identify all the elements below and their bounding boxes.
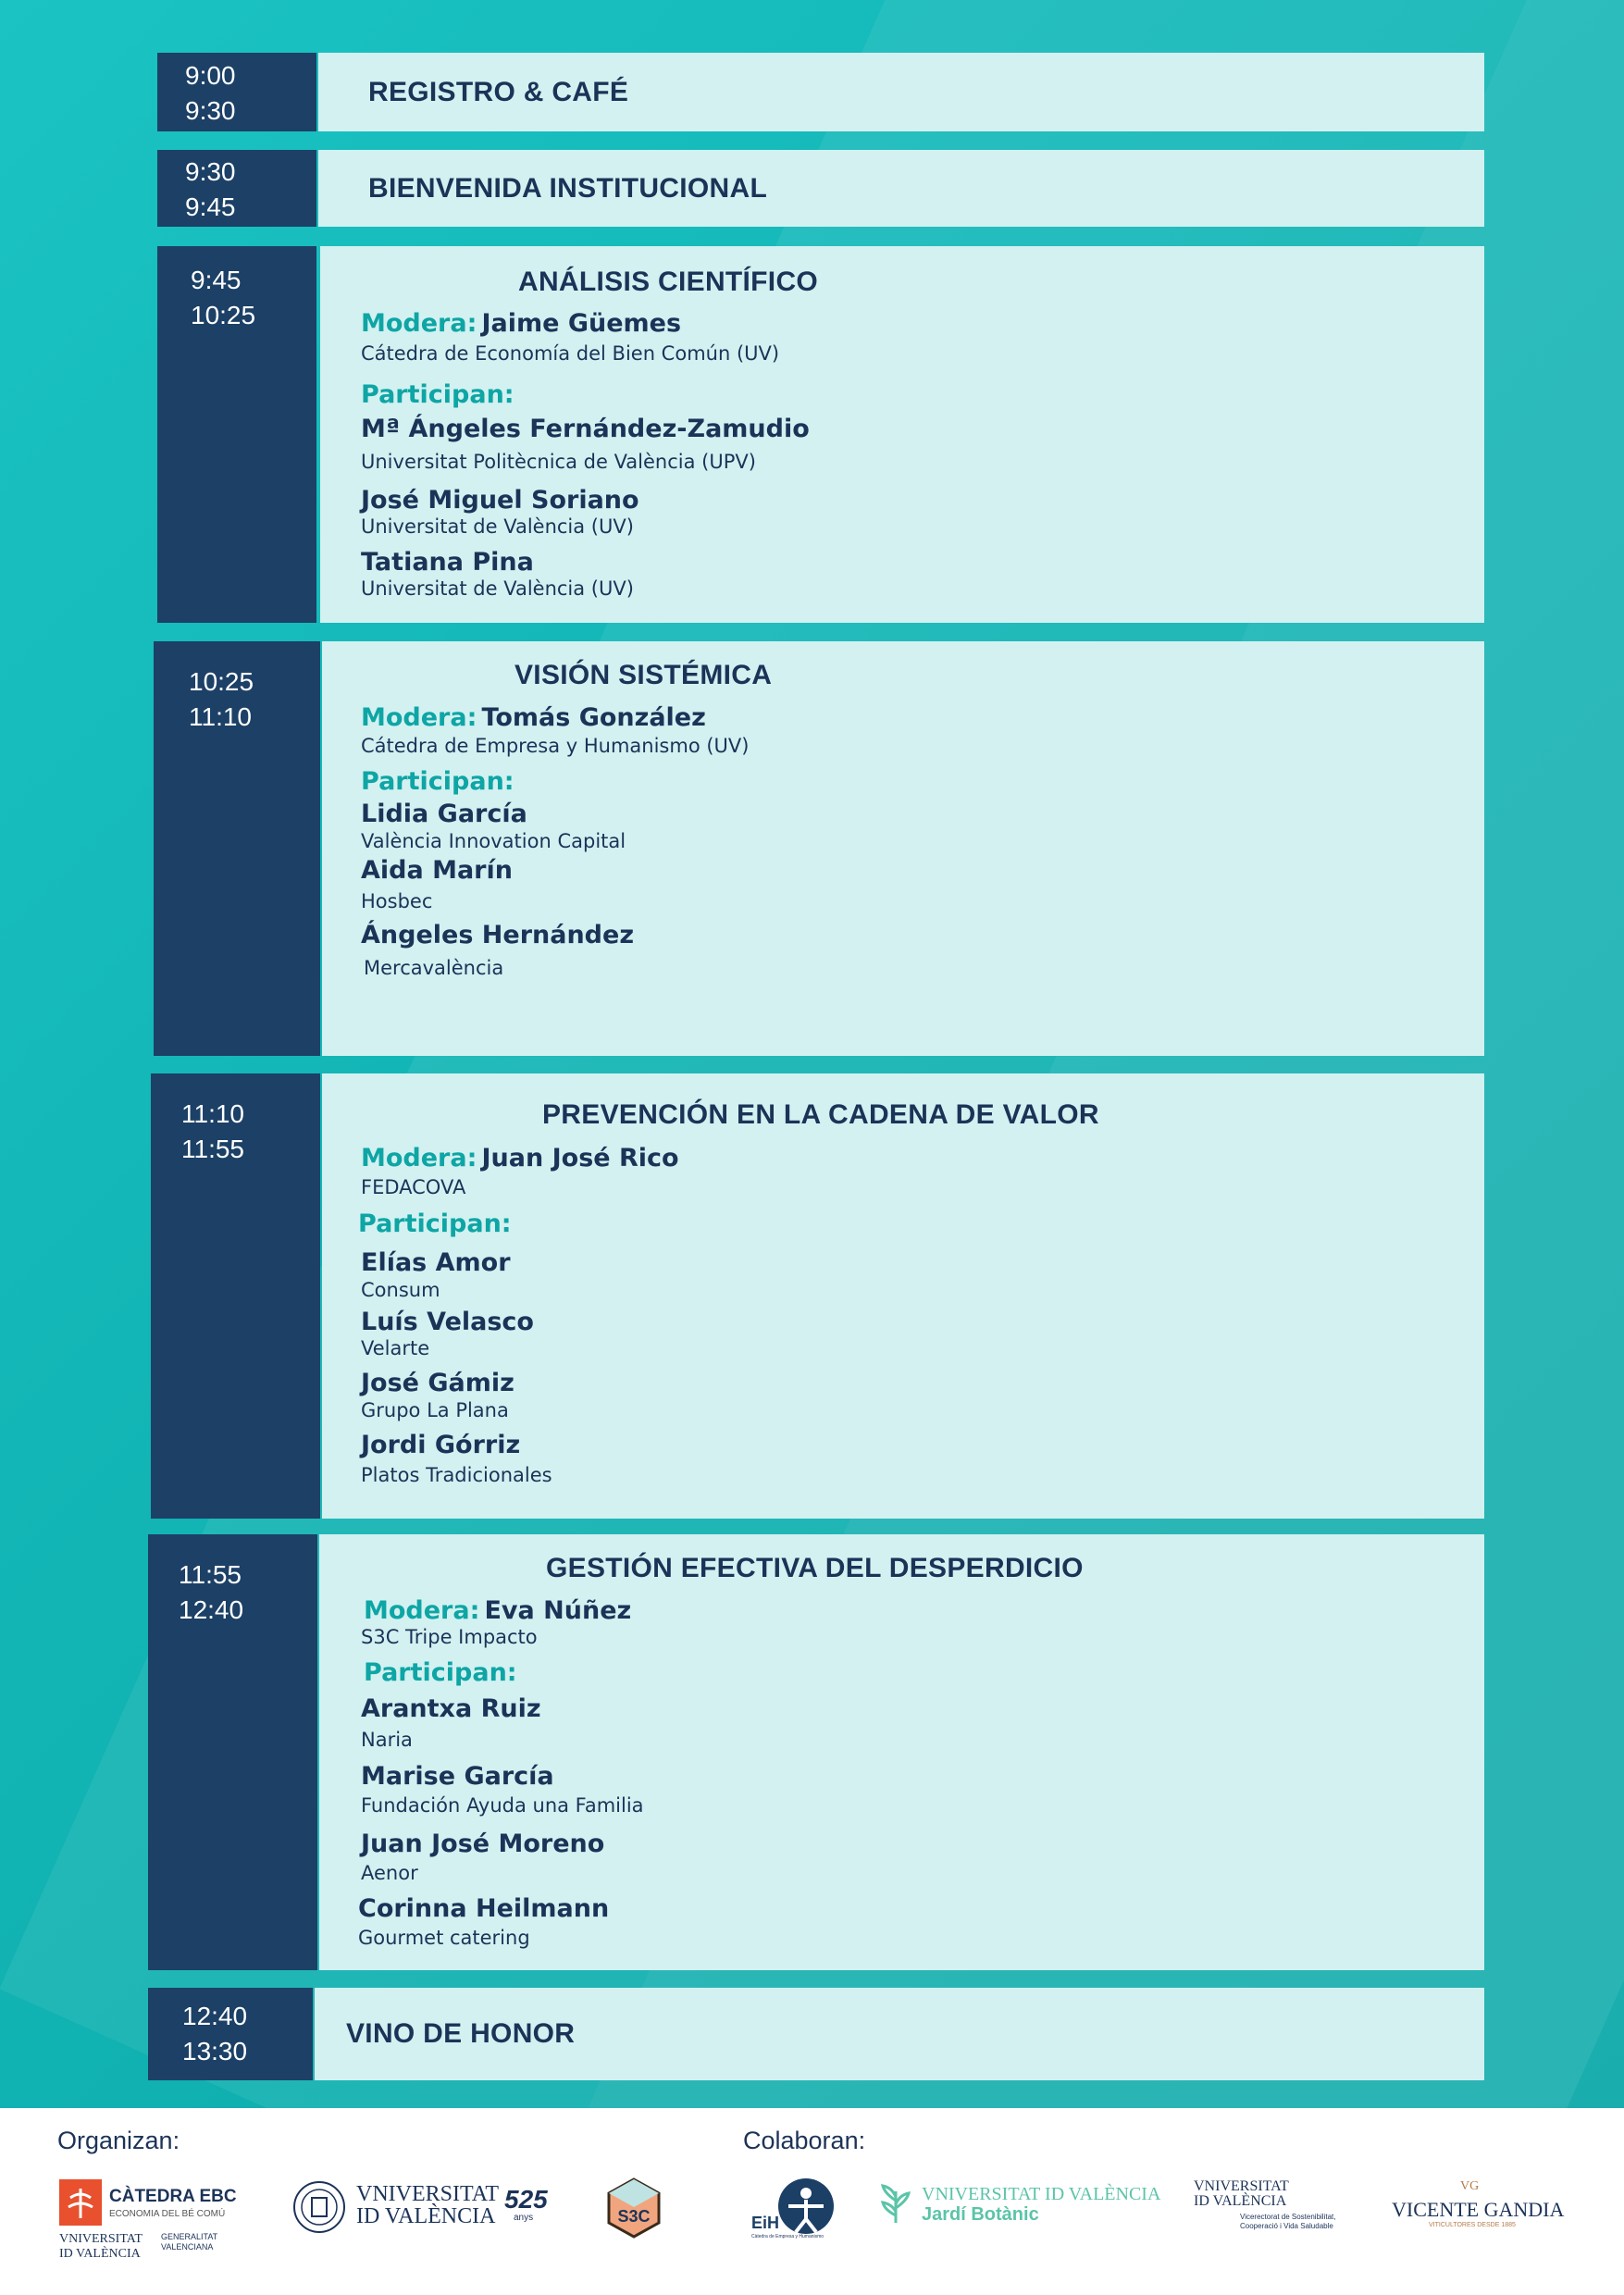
start-time: 11:55: [179, 1560, 242, 1589]
end-time: 12:40: [179, 1595, 244, 1624]
moderator-org: S3C Tripe Impacto: [361, 1626, 538, 1648]
jardi-botanic-logo: [879, 2182, 1161, 2228]
participant-name: Luís Velasco: [361, 1308, 534, 1336]
participant-name: José Gámiz: [361, 1369, 514, 1397]
participant-name: Arantxa Ruiz: [361, 1694, 541, 1723]
session-title: REGISTRO & CAFÉ: [368, 76, 629, 107]
session-content: [315, 1988, 1484, 2080]
participant-org: Hosbec: [361, 890, 433, 912]
participant-name: Juan José Moreno: [361, 1830, 605, 1858]
participant-org: Universitat Politècnica de València (UPV): [361, 451, 756, 473]
participant-org: Naria: [361, 1729, 413, 1751]
start-time: 11:10: [181, 1099, 244, 1128]
session-gestion: [148, 1534, 1484, 1970]
leaf-icon: [879, 2184, 912, 2225]
vg-subtitle: VITICULTORES DESDE 1885: [1429, 2222, 1516, 2228]
uv-small-line2: ID VALÈNCIA: [59, 2247, 141, 2261]
session-time: [157, 53, 316, 131]
session-title: BIENVENIDA INSTITUCIONAL: [368, 172, 768, 204]
participant-org: Platos Tradicionales: [361, 1464, 552, 1486]
session-title: VINO DE HONOR: [346, 2018, 576, 2049]
participant-name: Marise García: [361, 1762, 554, 1791]
525-anys-mark: 525: [504, 2185, 548, 2214]
moderator-name: Eva Núñez: [484, 1596, 632, 1625]
moderator-line: [361, 309, 681, 338]
vg-mark: VG: [1460, 2179, 1480, 2193]
participant-name: Jordi Górriz: [361, 1431, 521, 1459]
uv-line2: ID VALÈNCIA: [356, 2204, 496, 2228]
moderator-line: [364, 1596, 631, 1625]
catedra-ebc-icon: [59, 2179, 102, 2226]
s3c-hexagon-icon: [606, 2177, 662, 2239]
session-time: [151, 1073, 320, 1519]
participant-name: Aida Marín: [361, 856, 513, 885]
moderator-line: [361, 703, 706, 732]
end-time: 13:30: [182, 2037, 248, 2066]
start-time: 9:00: [185, 61, 236, 90]
participant-org: Universitat de València (UV): [361, 577, 634, 600]
participant-name: José Miguel Soriano: [361, 486, 639, 515]
participant-org: Gourmet catering: [358, 1927, 530, 1949]
generalitat-logo: [161, 2232, 217, 2252]
moderator-name: Jaime Güemes: [481, 309, 682, 338]
gva-line2: VALENCIANA: [161, 2242, 214, 2252]
participant-name: Elías Amor: [361, 1248, 511, 1277]
vice-line1: VNIVERSITAT: [1194, 2178, 1289, 2194]
s3c-text: S3C: [617, 2207, 651, 2226]
catedra-ebc-text: CÀTEDRA EBC: [109, 2187, 237, 2206]
participan-label: Participan:: [361, 767, 514, 796]
session-time: [148, 1988, 313, 2080]
jardi-line2: Jardí Botànic: [922, 2204, 1039, 2225]
session-vino: [148, 1988, 1484, 2080]
catedra-ebc-subtext: ECONOMIA DEL BÉ COMÚ: [109, 2209, 226, 2219]
vice-line4: Cooperació i Vida Saludable: [1240, 2222, 1333, 2230]
gva-line1: GENERALITAT: [161, 2232, 218, 2241]
session-title: ANÁLISIS CIENTÍFICO: [518, 267, 819, 297]
session-time: [157, 246, 316, 623]
modera-label: Modera:: [364, 1596, 480, 1625]
start-time: 9:45: [191, 266, 242, 294]
vicerectorat-logo: [1194, 2179, 1370, 2235]
participant-org: Grupo La Plana: [361, 1399, 509, 1421]
session-time: [157, 150, 316, 227]
moderator-name: Tomás González: [481, 703, 706, 732]
participant-org: Aenor: [361, 1862, 418, 1884]
moderator-org: Cátedra de Economía del Bien Común (UV): [361, 342, 780, 365]
participan-label: Participan:: [364, 1658, 517, 1687]
session-title: VISIÓN SISTÉMICA: [514, 660, 773, 690]
session-time: [154, 641, 320, 1056]
participan-label: Participan:: [358, 1210, 512, 1238]
participant-org: Consum: [361, 1279, 440, 1301]
participant-name: Mª Ángeles Fernández-Zamudio: [361, 415, 810, 443]
moderator-line: [361, 1144, 679, 1172]
end-time: 11:10: [189, 702, 252, 731]
colaboran-label: Colaboran:: [743, 2127, 866, 2154]
end-time: 9:45: [185, 192, 236, 221]
eih-logo: [748, 2177, 840, 2241]
start-time: 10:25: [189, 667, 254, 696]
uv-small-logo: [59, 2232, 143, 2262]
session-prevencion: [151, 1073, 1484, 1519]
vice-line3: Vicerectorat de Sostenibilitat,: [1240, 2213, 1336, 2221]
organizan-label: Organizan:: [57, 2127, 180, 2154]
525-anys-sub: anys: [514, 2213, 534, 2223]
jardi-line1: VNIVERSITAT ID VALÈNCIA: [922, 2184, 1161, 2204]
end-time: 9:30: [185, 96, 236, 125]
participan-label: Participan:: [361, 380, 514, 409]
modera-label: Modera:: [361, 1144, 477, 1172]
vice-line2: ID VALÈNCIA: [1194, 2193, 1287, 2209]
session-analisis: [157, 246, 1484, 623]
moderator-org: Cátedra de Empresa y Humanismo (UV): [361, 735, 750, 757]
moderator-org: FEDACOVA: [361, 1176, 466, 1198]
eih-text: EiH: [751, 2214, 780, 2232]
session-title: GESTIÓN EFECTIVA DEL DESPERDICIO: [546, 1553, 1084, 1583]
modera-label: Modera:: [361, 703, 477, 732]
participant-org: Universitat de València (UV): [361, 515, 634, 538]
participant-org: Mercavalència: [364, 957, 504, 979]
participant-org: Velarte: [361, 1337, 430, 1359]
uv-small-line1: VNIVERSITAT: [59, 2232, 143, 2246]
uv-seal-icon: [291, 2179, 347, 2235]
session-vision: [154, 641, 1484, 1056]
session-bienvenida: [157, 150, 1484, 227]
session-registro: [157, 53, 1484, 131]
participant-name: Corinna Heilmann: [358, 1894, 610, 1923]
catedra-ebc-logo: [57, 2179, 242, 2267]
session-content: [318, 53, 1484, 131]
uv-line1: VNIVERSITAT: [356, 2182, 500, 2206]
vg-name: VICENTE GANDIA: [1392, 2198, 1565, 2221]
modera-label: Modera:: [361, 309, 477, 338]
vicente-gandia-logo: [1388, 2179, 1564, 2235]
moderator-name: Juan José Rico: [481, 1144, 679, 1172]
s3c-logo: [606, 2177, 662, 2239]
participant-name: Ángeles Hernández: [361, 921, 635, 949]
participant-org: València Innovation Capital: [361, 830, 626, 852]
participant-org: Fundación Ayuda una Familia: [361, 1794, 644, 1817]
session-content: [318, 150, 1484, 227]
participant-name: Lidia García: [361, 800, 527, 828]
end-time: 11:55: [181, 1135, 244, 1163]
end-time: 10:25: [191, 301, 256, 329]
universitat-valencia-logo: [291, 2179, 551, 2235]
session-time: [148, 1534, 317, 1970]
session-title: PREVENCIÓN EN LA CADENA DE VALOR: [542, 1099, 1099, 1130]
start-time: 12:40: [182, 2002, 248, 2030]
start-time: 9:30: [185, 157, 236, 186]
eih-subtext: Càtedra de Empresa y Humanismo: [751, 2234, 824, 2239]
participant-name: Tatiana Pina: [361, 548, 534, 577]
